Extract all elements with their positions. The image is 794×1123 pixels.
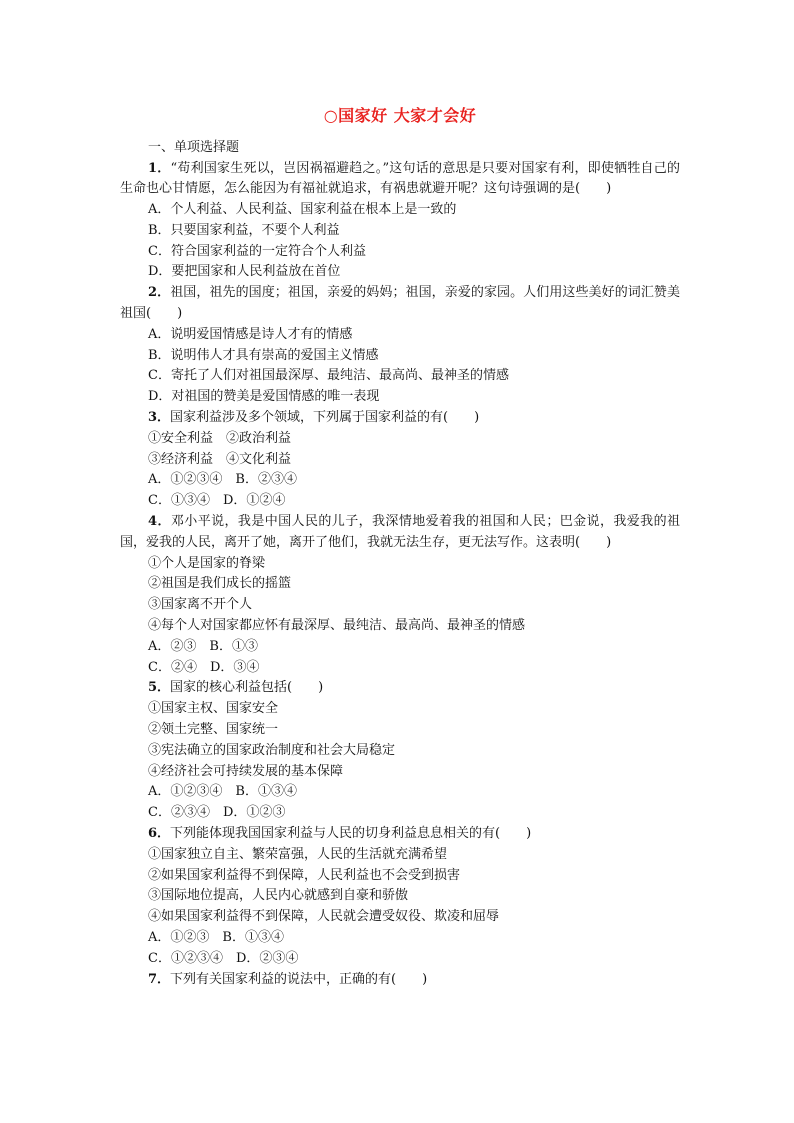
question-number: 2． [148, 285, 171, 301]
statement-line: ②祖国是我们成长的摇篮 [148, 576, 292, 592]
question-6 [120, 824, 680, 970]
answer-option: C．寄托了人们对祖国最深厚、最纯洁、最高尚、最神圣的情感 [148, 368, 509, 384]
question-4 [120, 512, 680, 678]
answer-option: B．说明伟人才具有崇高的爱国主义情感 [148, 347, 379, 363]
question-text: 邓小平说，我是中国人民的儿子，我深情地爱着我的祖国和人民；巴金说，我爱我的祖国，爱我的人民，离开了她，离开了他们，我就无法生存，更无法写作。这表明( ) [120, 514, 680, 550]
statement-line: ②如果国家利益得不到保障，人民利益也不会受到损害 [148, 867, 461, 883]
question-text: 祖国，祖先的国度；祖国，亲爱的妈妈；祖国，亲爱的家园。人们用这些美好的词汇赞美祖国( ) [120, 285, 680, 322]
statement-line: ②领土完整、国家统一 [148, 722, 279, 738]
statement-line: ①个人是国家的脊梁 [148, 555, 266, 571]
statement-line: ①国家独立自主、繁荣富强，人民的生活就充满希望 [148, 846, 448, 862]
question-stem [120, 512, 680, 554]
question-number: 5． [148, 680, 171, 696]
question-7 [120, 970, 680, 991]
question-stem [120, 159, 680, 201]
question-2 [120, 283, 680, 408]
question-number: 7． [148, 971, 171, 987]
answer-option: C．①②③④ D．②③④ [148, 950, 299, 966]
answer-option: A．①②③ B．①③④ [148, 929, 284, 945]
question-text: 国家利益涉及多个领域，下列属于国家利益的有( ) [170, 410, 480, 426]
answer-option: C．符合国家利益的一定符合个人利益 [148, 243, 366, 259]
statement-line: ③宪法确立的国家政治制度和社会大局稳定 [148, 742, 396, 758]
answer-option: A．说明爱国情感是诗人才有的情感 [148, 326, 353, 342]
statement-line: ①安全利益 ②政治利益 [148, 430, 292, 446]
statement-line: ①国家主权、国家安全 [148, 701, 279, 717]
question-3 [120, 408, 680, 512]
question-stem [120, 970, 680, 991]
question-number: 1． [148, 160, 171, 176]
answer-option: D．要把国家和人民利益放在首位 [148, 264, 341, 280]
document-page [120, 104, 680, 990]
question-stem [120, 408, 680, 429]
question-stem [120, 824, 680, 845]
question-text: 国家的核心利益包括( ) [170, 680, 324, 696]
answer-option: C．②③④ D．①②③ [148, 805, 286, 821]
statement-line: ③国家离不开个人 [148, 597, 253, 613]
page-title: ○国家好 大家才会好 [323, 106, 477, 125]
question-stem [120, 283, 680, 325]
question-number: 3． [148, 410, 171, 426]
statement-line: ④如果国家利益得不到保障，人民就会遭受奴役、欺凌和屈辱 [148, 909, 500, 925]
question-text: “苟利国家生死以，岂因祸福避趋之。”这句话的意思是只要对国家有利，即使牺牲自己的生命也心甘情愿，怎么能因为有福祉就追求，有祸患就避开呢？这句诗强调的是( ) [120, 160, 681, 197]
question-1 [120, 159, 680, 284]
answer-option: C．①③④ D．①②④ [148, 493, 286, 509]
statement-line: ③国际地位提高，人民内心就感到自豪和骄傲 [148, 888, 409, 904]
answer-option: A．①②③④ B．②③④ [148, 472, 297, 488]
answer-option: A．②③ B．①③ [148, 638, 258, 654]
answer-option: C．②④ D．③④ [148, 659, 260, 675]
question-text: 下列有关国家利益的说法中，正确的有( ) [170, 971, 428, 987]
question-5 [120, 678, 680, 824]
question-number: 4． [148, 514, 171, 530]
question-number: 6． [148, 826, 171, 841]
answer-option: A．①②③④ B．①③④ [148, 784, 297, 800]
question-text: 下列能体现我国国家利益与人民的切身利益息息相关的有( ) [170, 826, 532, 841]
statement-line: ③经济利益 ④文化利益 [148, 451, 292, 467]
question-stem [120, 678, 680, 699]
answer-option: A．个人利益、人民利益、国家利益在根本上是一致的 [148, 202, 457, 218]
answer-option: B．只要国家利益，不要个人利益 [148, 222, 340, 238]
statement-line: ④每个人对国家都应怀有最深厚、最纯洁、最高尚、最神圣的情感 [148, 618, 526, 634]
answer-option: D．对祖国的赞美是爱国情感的唯一表现 [148, 389, 380, 405]
statement-line: ④经济社会可持续发展的基本保障 [148, 763, 344, 779]
section-heading: 一、单项选择题 [148, 140, 240, 155]
